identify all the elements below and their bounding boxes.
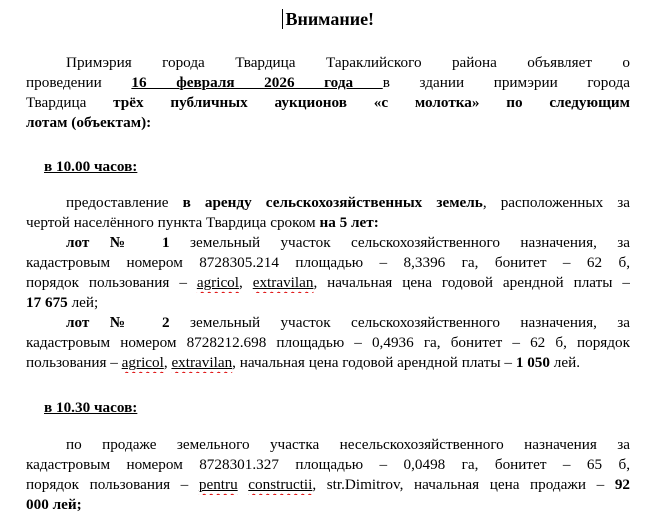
text-run: Твардица [26, 94, 114, 111]
text-run: на 5 лет: [319, 214, 379, 231]
text-line [26, 495, 630, 515]
text-run: в аренду сельскохозяйственных земель [182, 194, 483, 211]
text-line [26, 253, 630, 273]
text-run: , начальная цена годовой арендной платы – [232, 354, 516, 371]
text-run: чертой населённого пункта Твардица сроком [26, 214, 320, 231]
text-line [26, 475, 630, 495]
text-run [253, 274, 314, 291]
text-run: в 10.30 часов: [44, 399, 138, 416]
text-run: , [239, 274, 253, 291]
text-line [26, 353, 630, 373]
text-run [122, 354, 164, 371]
text-run [197, 274, 239, 291]
text-run: порядок пользования – [26, 476, 199, 493]
text-run: в здании примэрии города [382, 74, 630, 91]
paragraph [26, 53, 630, 133]
title-text: Внимание! [285, 9, 375, 29]
text-run: пользования – [26, 354, 122, 371]
text-run: лот № 1 [66, 234, 170, 251]
paragraph [26, 193, 630, 233]
text-line [26, 113, 630, 133]
text-run: по продаже земельного участка несельскохозяйственного назначения за [66, 436, 630, 453]
text-line [26, 313, 630, 333]
paragraph [26, 313, 630, 373]
text-line [26, 398, 630, 418]
text-line [26, 233, 630, 253]
text-run: в 10.00 часов: [44, 158, 138, 175]
text-run: 16 февраля 2026 года [131, 74, 383, 91]
text-line [26, 293, 630, 313]
misspelled-word: pentru [198, 476, 238, 493]
text-run [248, 476, 312, 493]
text-run: лот № 2 [66, 314, 170, 331]
paragraph [26, 435, 630, 515]
section-heading [26, 157, 630, 177]
misspelled-word: extravilan [171, 354, 233, 371]
text-run: 1 050 [515, 354, 550, 371]
text-run: , str.Dimitrov, начальная цена продажи – [312, 476, 615, 493]
text-run: порядок пользования – [26, 274, 197, 291]
text-run: 000 лей; [26, 496, 82, 513]
document-blocks [26, 53, 630, 515]
text-run: предоставление [66, 194, 183, 211]
text-run: кадастровым номером 8728301.327 площадью – 0,0498 га, бонитет – 65 б, [26, 456, 630, 473]
text-run: , [163, 354, 172, 371]
text-line [26, 93, 630, 113]
text-line [26, 73, 630, 93]
text-line [26, 213, 630, 233]
text-line [26, 333, 630, 353]
text-line [26, 435, 630, 455]
text-run [238, 476, 249, 493]
text-line [26, 273, 630, 293]
text-run: трёх публичных аукционов «с молотка» по следующим [113, 94, 630, 111]
text-run: Примэрия города Твардица Тараклийского района объявляет о [66, 54, 630, 71]
misspelled-word: agricol [121, 354, 164, 371]
text-run: земельный участок сельскохозяйственного назначения, за [169, 314, 630, 331]
text-line [26, 455, 630, 475]
section-heading [26, 398, 630, 418]
text-run: лей; [67, 294, 99, 311]
text-run [199, 476, 238, 493]
text-run: проведении [26, 74, 132, 91]
text-run: кадастровым номером 8728212.698 площадью – 0,4936 га, бонитет – 62 б, порядок [26, 334, 630, 351]
text-run: земельный участок сельскохозяйственного назначения, за [169, 234, 630, 251]
text-cursor-icon [282, 9, 284, 29]
text-run: , начальная цена годовой арендной платы – [313, 274, 630, 291]
text-run: , расположенных за [482, 194, 630, 211]
misspelled-word: extravilan [252, 274, 314, 291]
text-run [171, 354, 232, 371]
document-title [26, 8, 630, 30]
paragraph [26, 233, 630, 313]
text-run: лотам (объектам): [26, 114, 152, 131]
text-run: лей. [549, 354, 581, 371]
text-line [26, 53, 630, 73]
text-line [26, 157, 630, 177]
misspelled-word: agricol [196, 274, 239, 291]
text-run: 92 [614, 476, 630, 493]
text-run: кадастровым номером 8728305.214 площадью – 8,3396 га, бонитет – 62 б, [26, 254, 630, 271]
text-line [26, 193, 630, 213]
misspelled-word: constructii [248, 476, 313, 493]
text-run: 17 675 [26, 294, 68, 311]
